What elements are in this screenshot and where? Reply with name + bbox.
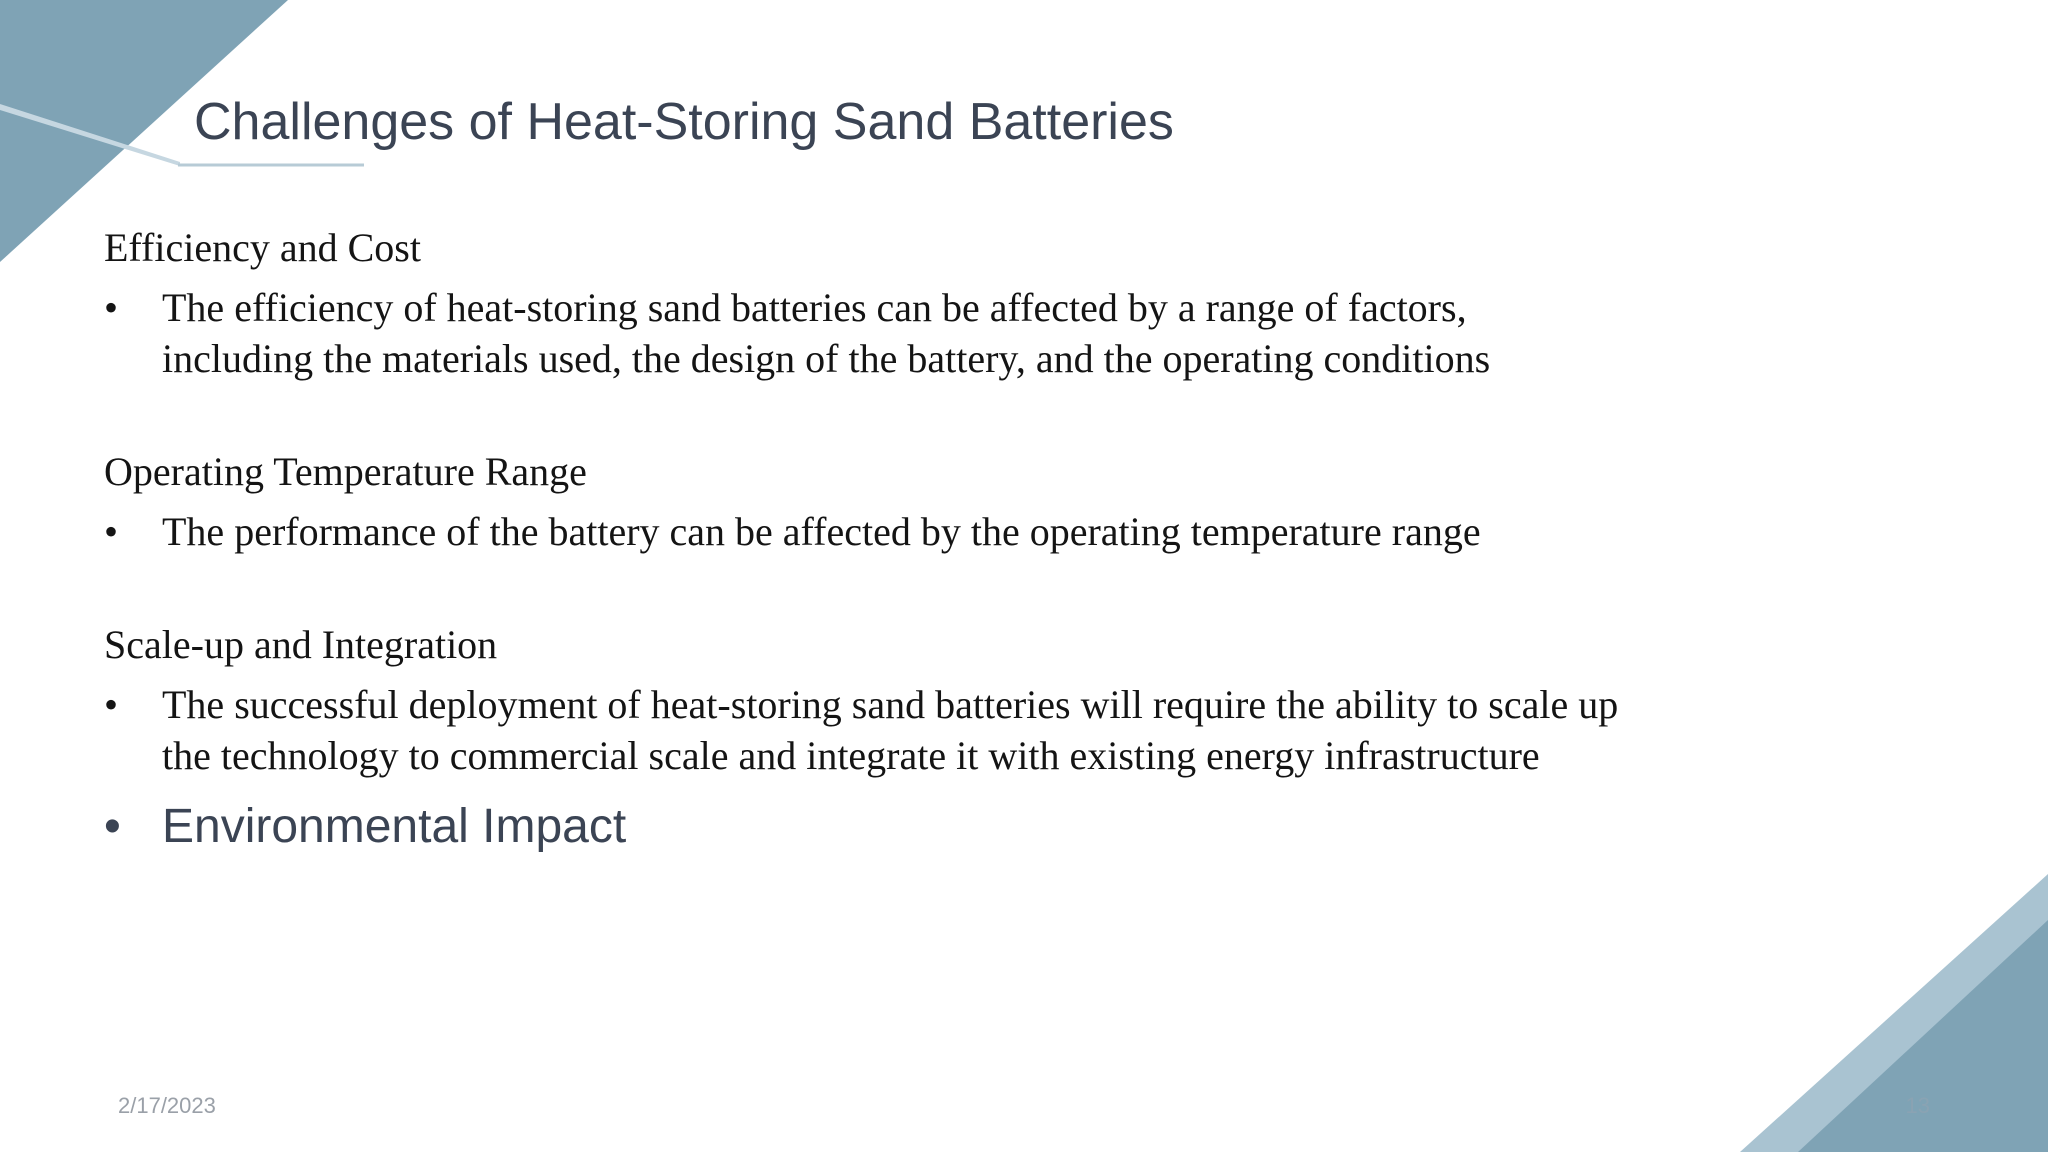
bullet-icon: • xyxy=(104,285,119,330)
section-heading: Operating Temperature Range xyxy=(104,449,587,494)
section-scale-up-integration xyxy=(104,619,1624,857)
bullet-icon: • xyxy=(104,800,121,853)
footer-date: 2/17/2023 xyxy=(118,1093,216,1118)
section-operating-temperature xyxy=(104,446,1624,557)
bullet-icon: • xyxy=(104,509,119,554)
bullet-item xyxy=(104,679,1624,781)
bullet-item-environmental-impact xyxy=(104,797,1624,857)
section-heading: Scale-up and Integration xyxy=(104,622,498,667)
section-efficiency-cost xyxy=(104,222,1624,384)
bullet-text: Environmental Impact xyxy=(162,800,627,853)
section-heading: Efficiency and Cost xyxy=(104,225,421,270)
bullet-text: The efficiency of heat-storing sand batteries can be affected by a range of factors, including the materials used, the design of the battery, and the operating conditions xyxy=(162,285,1491,381)
bullet-text: The successful deployment of heat-storing sand batteries will require the ability to scale up the technology to commercial scale and integrate it with existing energy infrastructure xyxy=(162,682,1619,778)
slide-title: Challenges of Heat-Storing Sand Batteries xyxy=(194,93,1174,151)
bullet-text: The performance of the battery can be affected by the operating temperature range xyxy=(162,509,1481,554)
bullet-item xyxy=(104,506,1624,557)
bullet-icon: • xyxy=(104,682,119,727)
footer-page-number: 13 xyxy=(1905,1093,1930,1118)
slide-content xyxy=(104,222,1624,857)
bullet-item xyxy=(104,282,1624,384)
